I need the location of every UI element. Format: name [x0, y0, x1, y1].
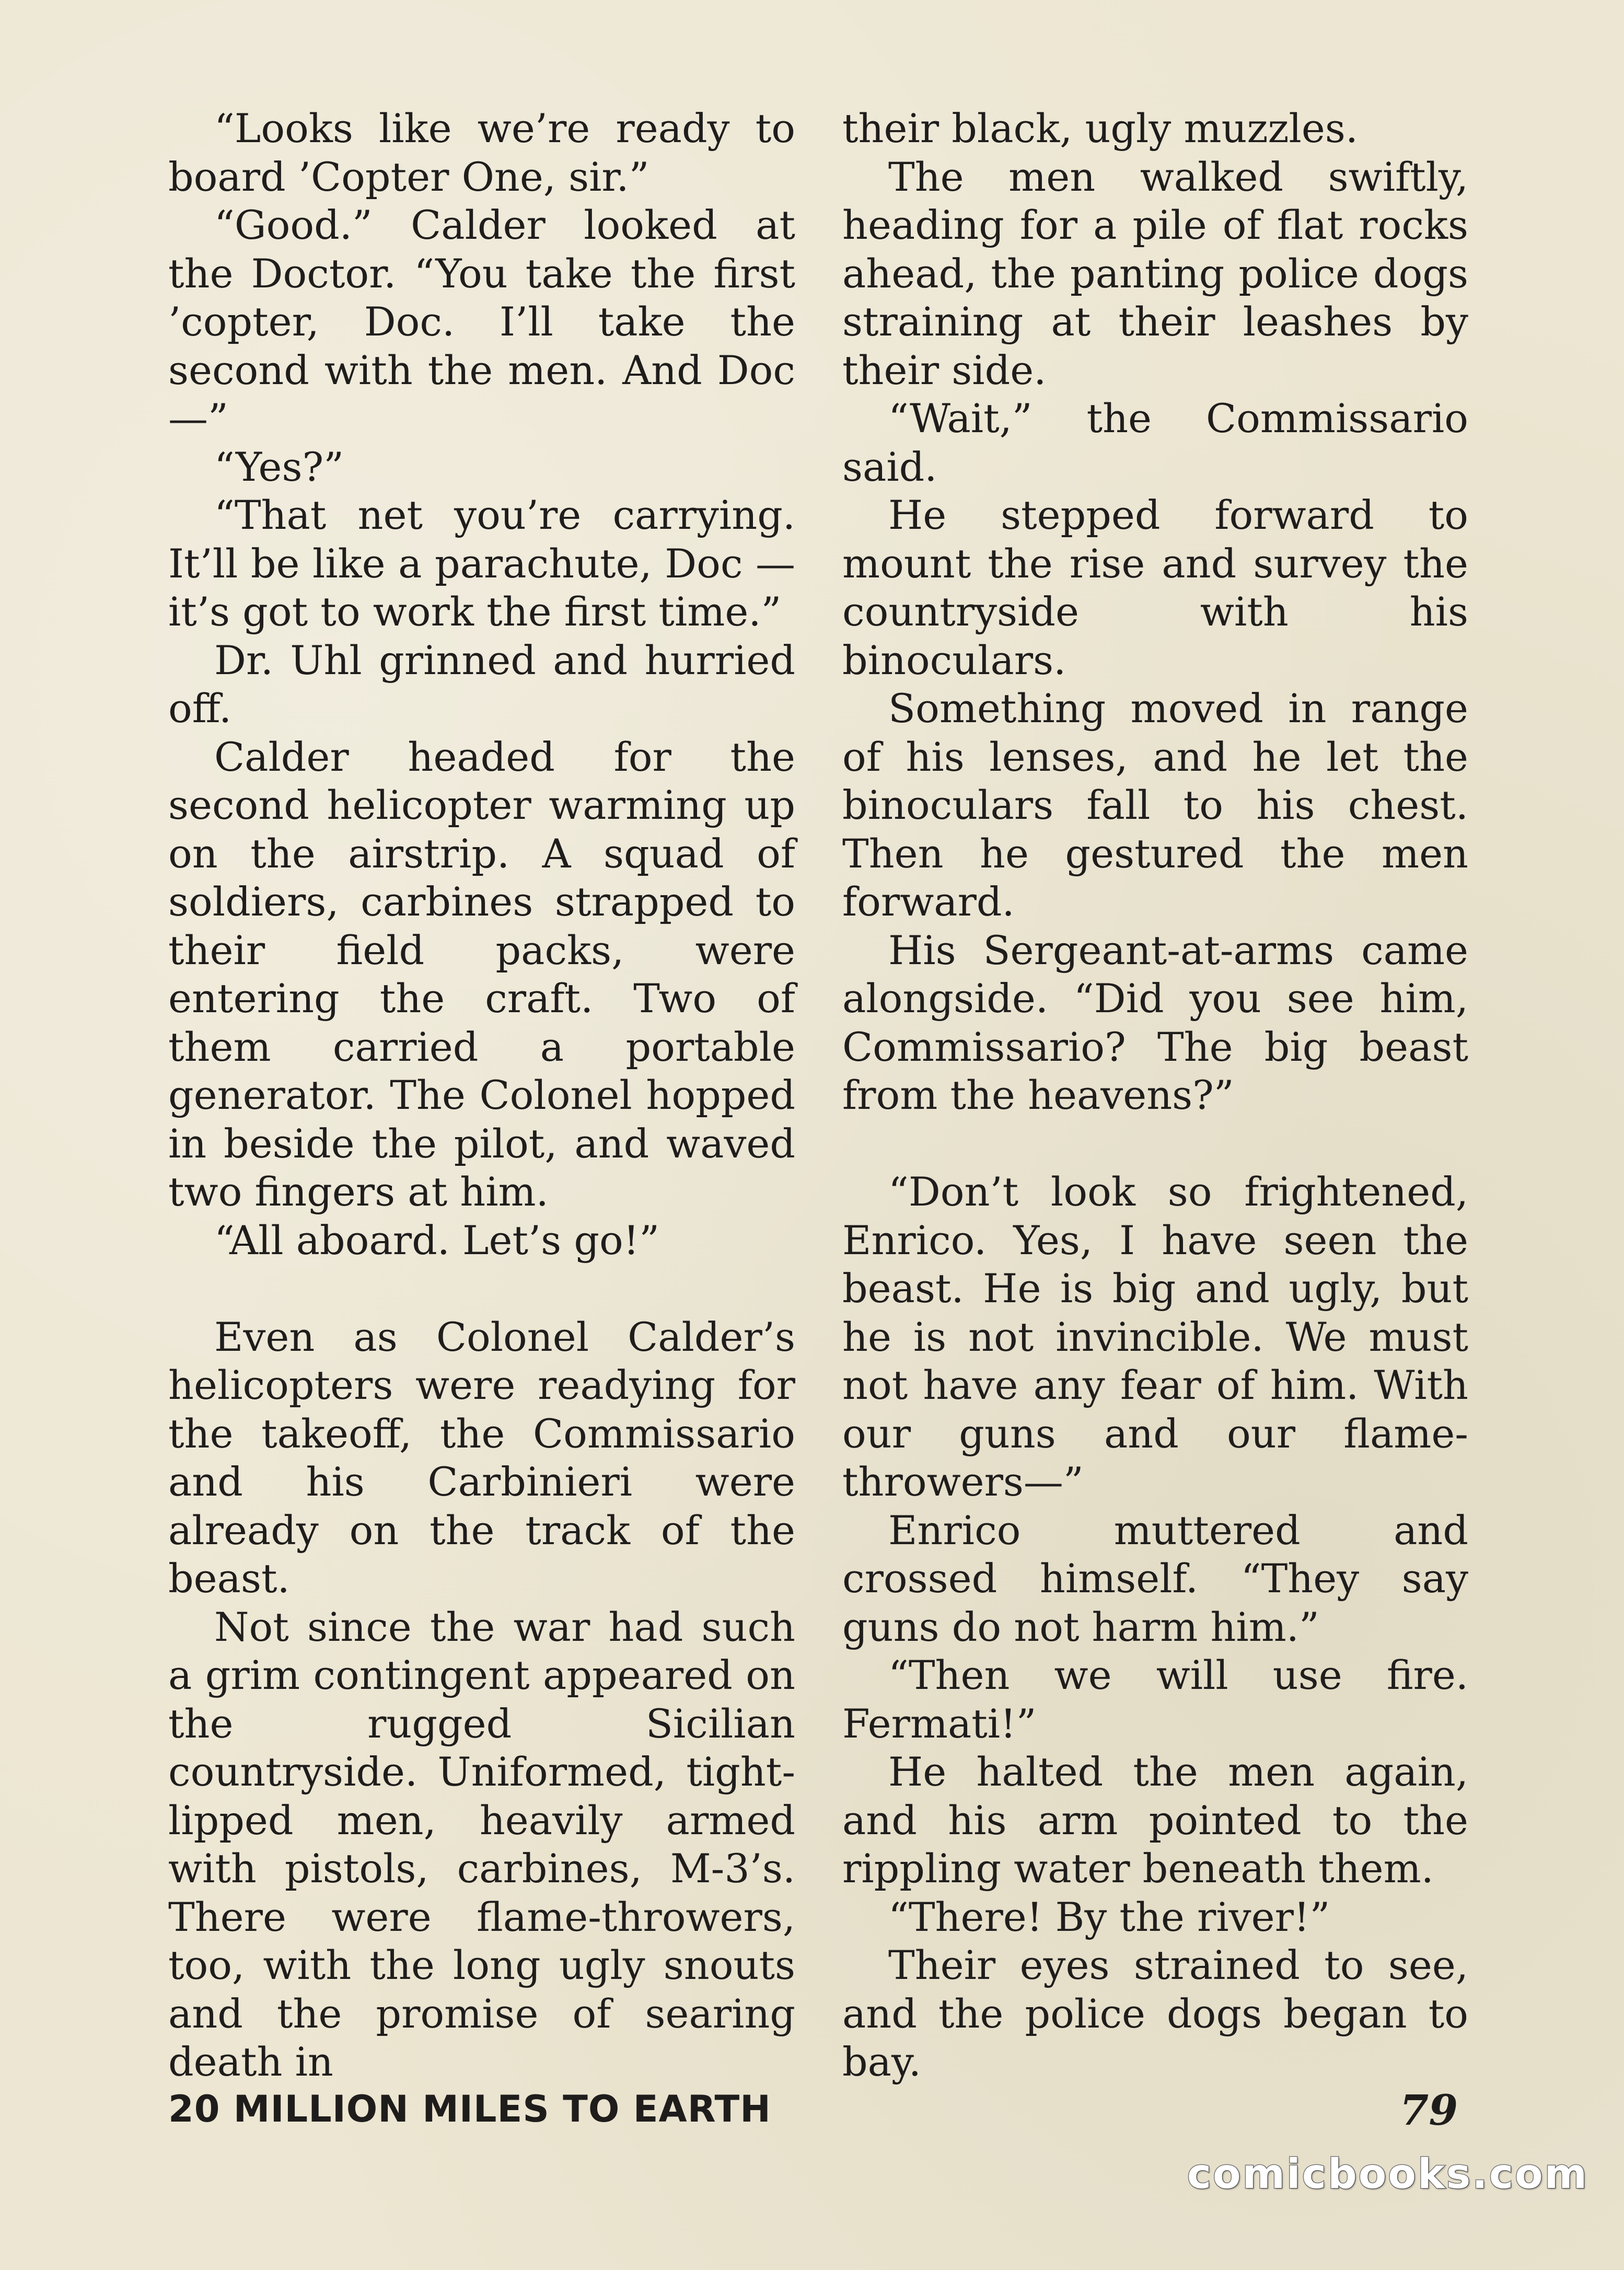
paragraph: His Sergeant-at-arms came alongside. “Did you see him, Commissario? The big beast from the heavens?” — [842, 926, 1468, 1118]
paragraph: “Good.” Calder looked at the Doctor. “You take the first ’copter, Doc. I’ll take the second with the men. And Doc—” — [168, 202, 795, 442]
right-text-column — [842, 105, 1468, 2087]
section-break — [842, 1120, 1468, 1168]
paragraph: Enrico muttered and crossed himself. “They say guns do not harm him.” — [842, 1507, 1468, 1650]
paragraph-continued: their black, ugly muzzles. — [842, 105, 1358, 152]
paragraph: “There! By the river!” — [888, 1893, 1330, 1940]
paragraph: “That net you’re carrying. It’ll be like a parachute, Doc —it’s got to work the first time.” — [168, 492, 795, 635]
paragraph: Even as Colonel Calder’s helicopters were readying for the takeoff, the Commissario and his Carbinieri were already on the track of the beast. — [168, 1313, 795, 1602]
running-title: 20 MILLION MILES TO EARTH — [168, 2088, 771, 2130]
paragraph: “Then we will use fire. Fermati!” — [842, 1652, 1468, 1747]
paragraph: “Yes?” — [214, 443, 344, 490]
site-watermark: comicbooks.com — [1187, 2151, 1588, 2198]
left-text-column — [168, 105, 795, 2087]
paragraph: Not since the war had such a grim contingent appeared on the rugged Sicilian countryside. Uniformed, tight-lipped men, heavily armed with pistols, carbines, M-3’s. There were flame-throwers, too, with the long ugly snouts and the promise of searing death in — [168, 1603, 795, 2085]
paragraph: Their eyes strained to see, and the police dogs began to bay. — [842, 1942, 1468, 2085]
paragraph: Something moved in range of his lenses, and he let the binoculars fall to his chest. Then he gestured the men forward. — [842, 685, 1468, 925]
paragraph: “Looks like we’re ready to board ’Copter One, sir.” — [168, 105, 795, 200]
paragraph: Calder headed for the second helicopter warming up on the airstrip. A squad of soldiers, carbines strapped to their field packs, were entering the craft. Two of them carried a portable generator. The Colonel hopped in beside the pilot, and waved two fingers at him. — [168, 733, 795, 1215]
page-footer — [168, 2088, 1468, 2135]
paragraph: He stepped forward to mount the rise and survey the countryside with his binoculars. — [842, 492, 1468, 684]
paragraph: “All aboard. Let’s go!” — [214, 1217, 660, 1264]
paragraph: Dr. Uhl grinned and hurried off. — [168, 636, 795, 732]
paragraph: “Don’t look so frightened, Enrico. Yes, I have seen the beast. He is big and ugly, but he is not invincible. We must not have any fear of him. With our guns and our flame-throwers—” — [842, 1168, 1468, 1505]
section-break — [168, 1265, 795, 1313]
page-number: 79 — [1399, 2086, 1458, 2135]
paragraph: The men walked swiftly, heading for a pile of flat rocks ahead, the panting police dogs straining at their leashes by their side. — [842, 153, 1468, 393]
paragraph: He halted the men again, and his arm pointed to the rippling water beneath them. — [842, 1748, 1468, 1892]
paragraph: “Wait,” the Commissario said. — [842, 395, 1468, 490]
